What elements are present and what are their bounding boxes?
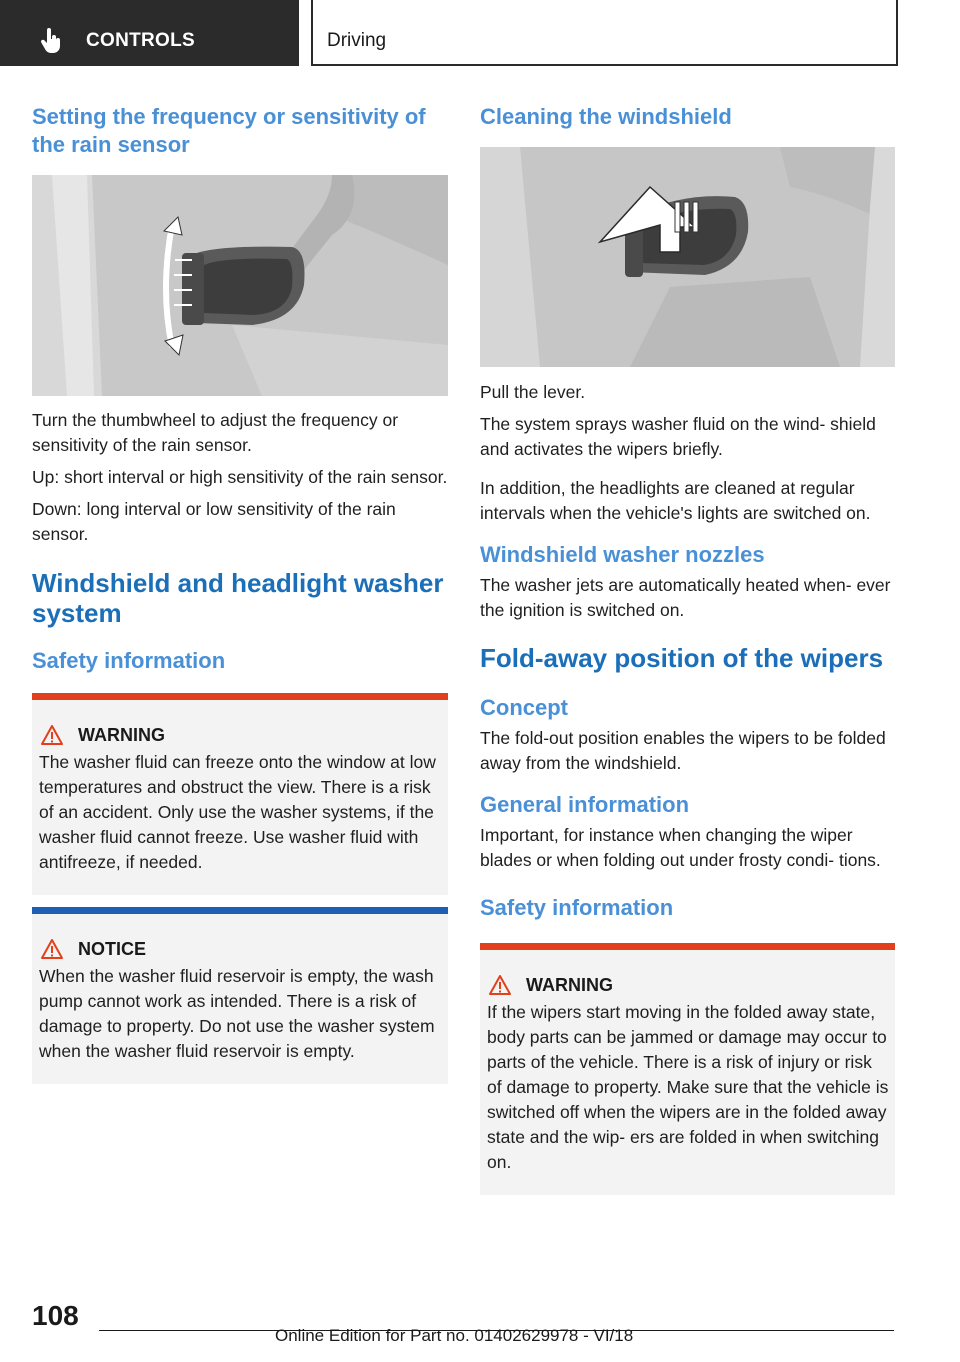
- warning-header: [480, 950, 895, 996]
- warning-label: WARNING: [526, 974, 613, 995]
- section-title: CONTROLS: [86, 30, 196, 51]
- warning-triangle-icon: [40, 724, 64, 746]
- page-header: [0, 0, 960, 66]
- para-system-sprays: The system sprays washer fluid on the wind‐ shield and activates the wipers briefly.: [480, 414, 876, 459]
- heading-washer-system: Windshield and headlight washer system: [32, 568, 444, 628]
- para-up: Up: short interval or high sensitivity of the rain sensor.: [32, 467, 448, 487]
- warning-box-wipers: [480, 943, 895, 1195]
- para-concept: The fold-out position enables the wipers to be folded away from the windshield.: [480, 728, 886, 773]
- warning-box-washer: [32, 693, 448, 895]
- para-turn-thumbwheel: Turn the thumbwheel to adjust the frequency or sensitivity of the rain sensor.: [32, 410, 399, 455]
- para-general-info: Important, for instance when changing the wiper blades or when folding out under frosty condi‐ tions.: [480, 825, 881, 870]
- warning-triangle-icon: [488, 974, 512, 996]
- lever-pull-illustration: [480, 147, 895, 367]
- para-pull-lever: Pull the lever.: [480, 382, 586, 402]
- para-headlights-cleaned: In addition, the headlights are cleaned at regular intervals when the vehicle's lights are switched on.: [480, 478, 871, 523]
- heading-general-info: General information: [480, 792, 690, 817]
- heading-concept: Concept: [480, 695, 568, 720]
- edition-text: Online Edition for Part no. 01402629978 - VI/18: [275, 1326, 634, 1345]
- warning-bar: [480, 943, 895, 950]
- notice-text: When the washer fluid reservoir is empty, the wash pump cannot work as intended. There is a risk of damage to property. Do not use the washer system when the washer fluid reservoir is empty.: [39, 966, 435, 1061]
- warning-label: WARNING: [78, 724, 165, 745]
- heading-fold-away: Fold-away position of the wipers: [480, 643, 884, 673]
- right-column: [480, 100, 895, 1195]
- warning-text: If the wipers start moving in the folded away state, body parts can be jammed or damage may occur to parts of the vehicle. There is a risk of injury or risk of damage to property. Make sure that the vehicle is switched off when the wipers are in the folded away state and the wip‐ ers are folded in when switching on.: [487, 1002, 889, 1172]
- notice-bar: [32, 907, 448, 914]
- notice-label: NOTICE: [78, 938, 147, 959]
- hand-pointer-icon: [40, 28, 62, 54]
- heading-washer-nozzles: Windshield washer nozzles: [480, 542, 765, 567]
- left-column: [32, 100, 448, 1084]
- para-down: Down: long interval or low sensitivity of the rain sensor.: [32, 499, 396, 544]
- warning-text: The washer fluid can freeze onto the window at low temperatures and obstruct the view. There is a risk of an accident. Only use the washer systems, if the washer fluid cannot freeze. Use washer fluid with antifreeze, if needed.: [39, 752, 436, 872]
- notice-header: [32, 914, 448, 960]
- heading-cleaning: Cleaning the windshield: [480, 104, 732, 129]
- page-number: 108: [32, 1300, 79, 1331]
- heading-rain-sensor: Setting the frequency or sensitivity of the rain sensor: [32, 104, 426, 157]
- heading-safety-info-left: Safety information: [32, 648, 226, 673]
- section-tab: [0, 0, 299, 66]
- chapter-tab: [311, 0, 898, 66]
- para-nozzles: The washer jets are automatically heated when‐ ever the ignition is switched on.: [480, 575, 891, 620]
- notice-triangle-icon: [40, 938, 64, 960]
- thumbwheel-illustration: [32, 175, 448, 396]
- warning-bar: [32, 693, 448, 700]
- heading-safety-info-right: Safety information: [480, 895, 674, 920]
- chapter-title: Driving: [327, 30, 387, 51]
- warning-header: [32, 700, 448, 746]
- notice-box-washer: [32, 907, 448, 1084]
